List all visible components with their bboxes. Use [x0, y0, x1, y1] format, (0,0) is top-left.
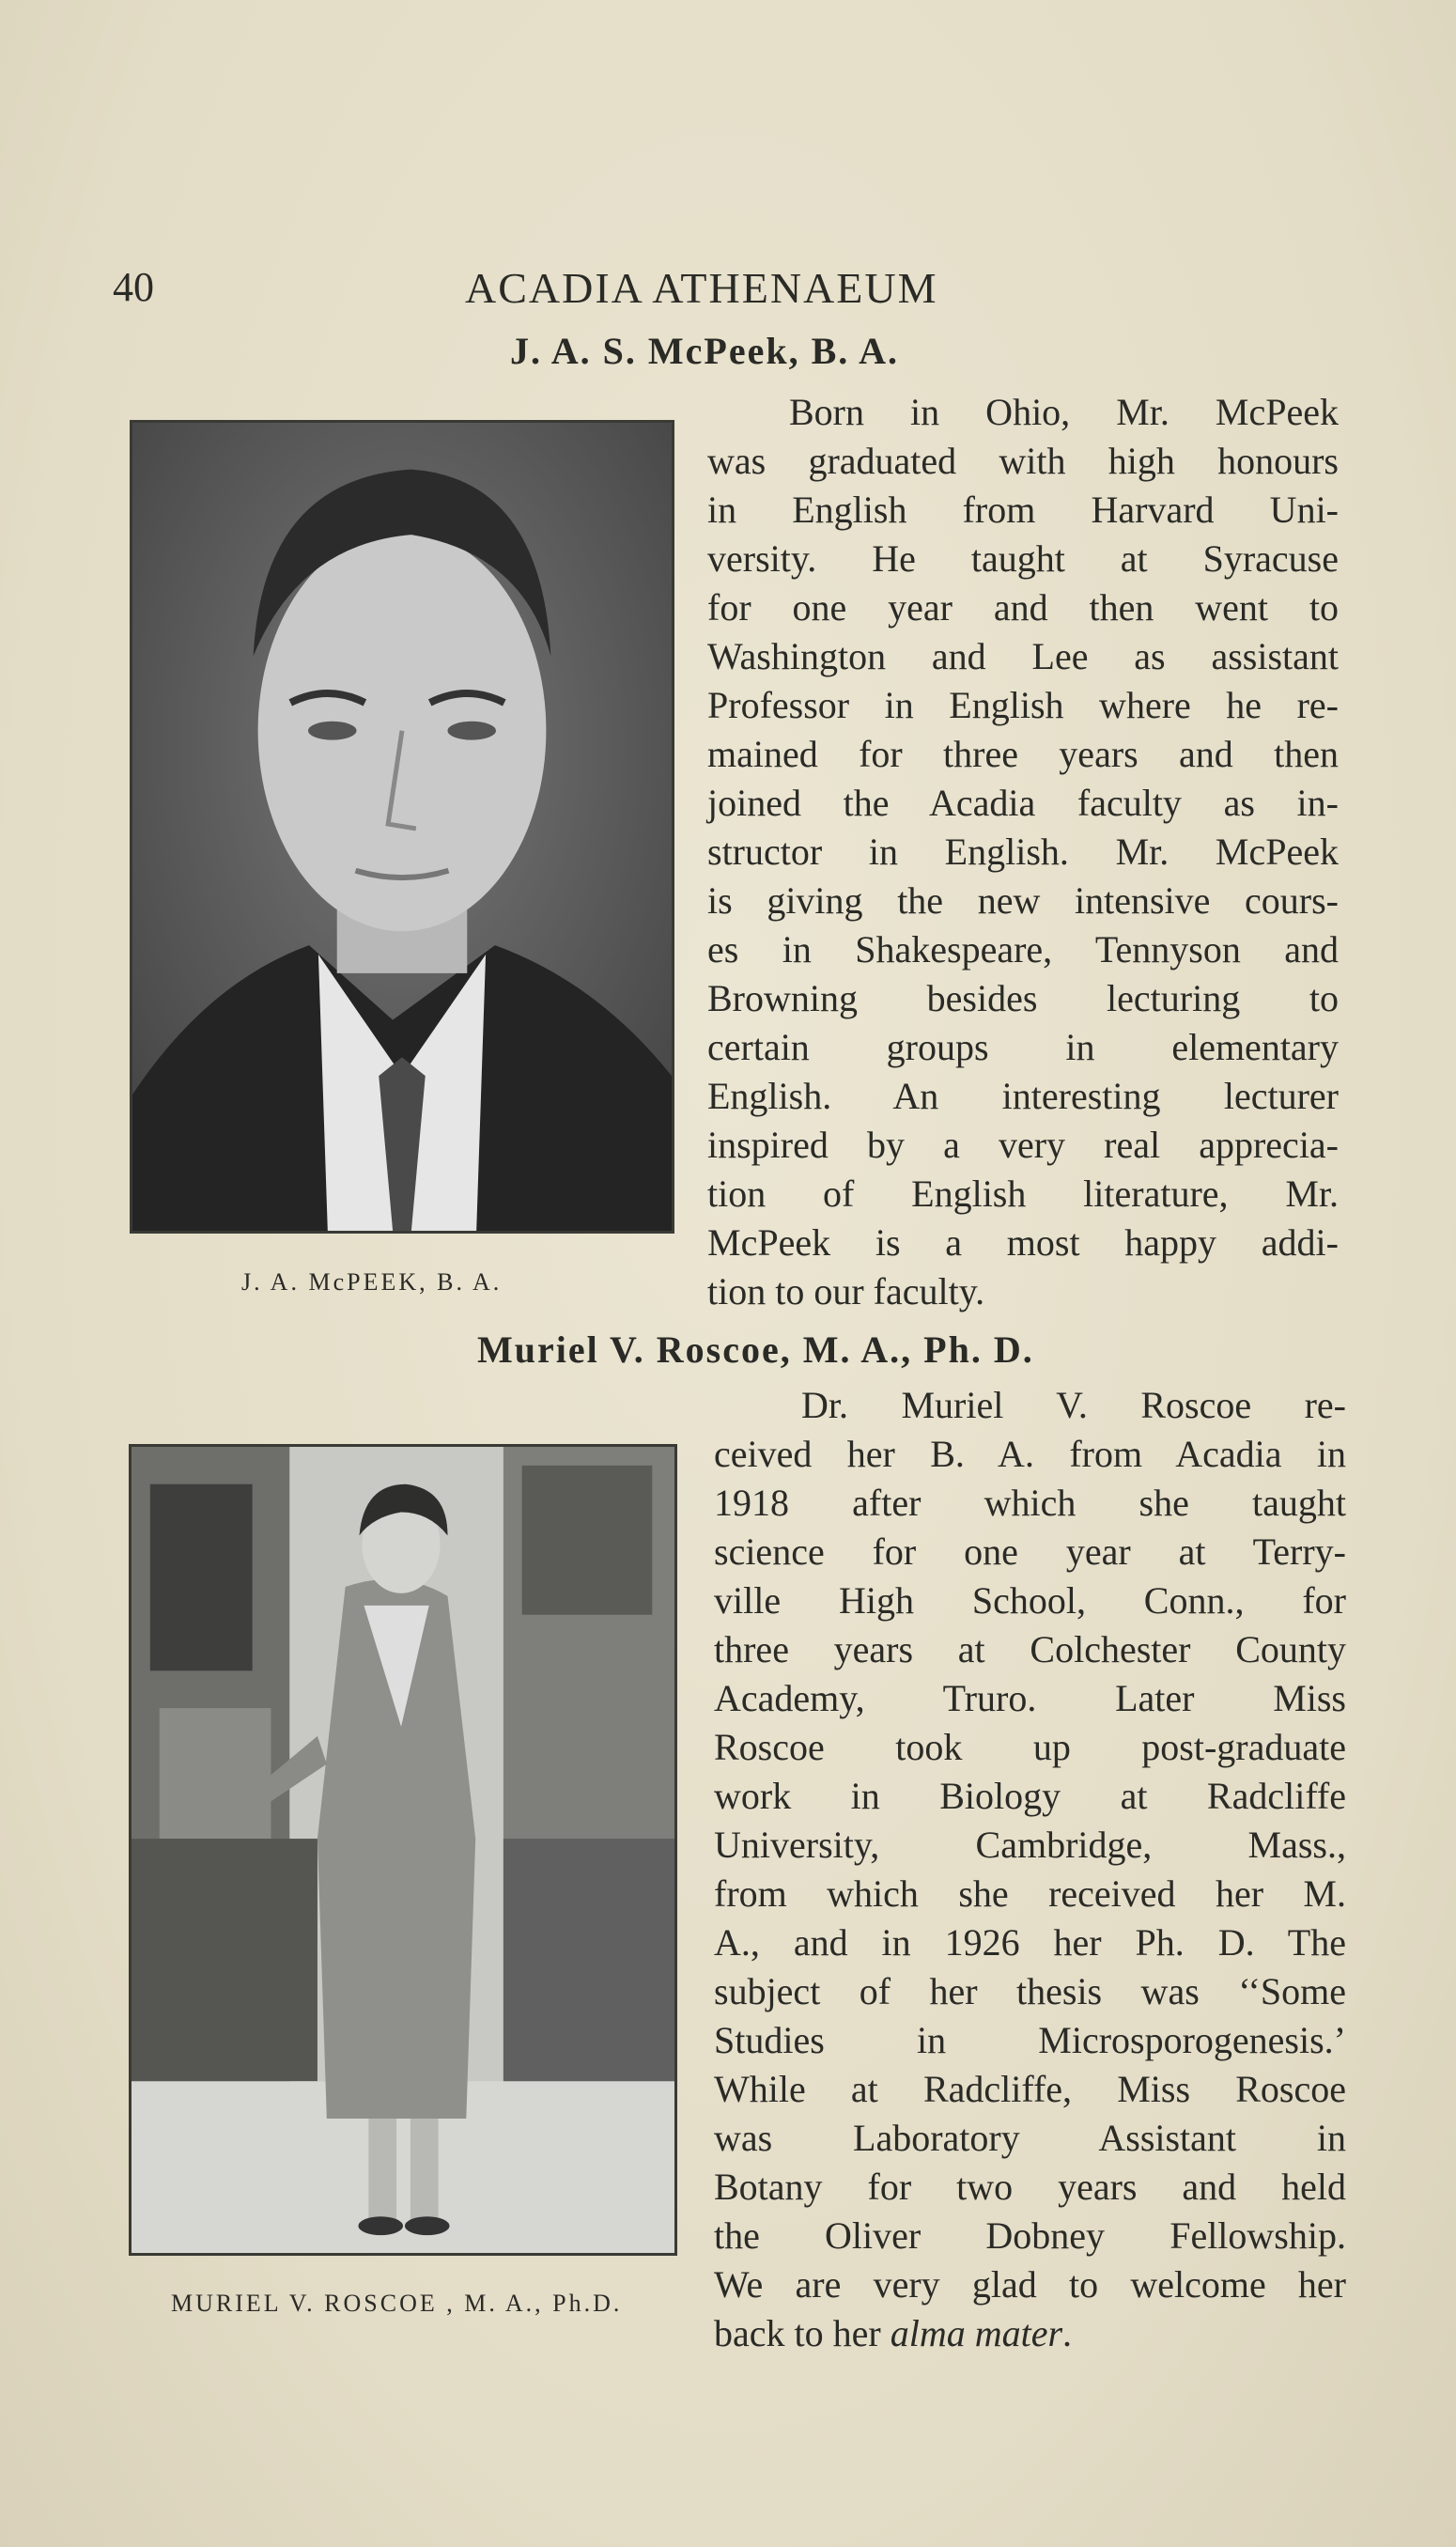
- photo-roscoe: [129, 1444, 677, 2256]
- body-line: certain groups in elementary: [707, 1026, 1339, 1068]
- body-line: We are very glad to welcome her: [714, 2263, 1346, 2306]
- body-line: is giving the new intensive cours-: [707, 879, 1339, 922]
- body-line: Washington and Lee as assistant: [707, 635, 1339, 677]
- body-line: Studies in Microsporogenesis.’: [714, 2019, 1346, 2061]
- body-line: McPeek is a most happy addi-: [707, 1221, 1339, 1264]
- page-number: 40: [113, 264, 154, 310]
- body-line: mained for three years and then: [707, 733, 1339, 775]
- body-line: the Oliver Dobney Fellowship.: [714, 2214, 1346, 2257]
- body-line: was Laboratory Assistant in: [714, 2117, 1346, 2159]
- body-line: tion of English literature, Mr.: [707, 1173, 1339, 1215]
- body-line: in English from Harvard Uni-: [707, 489, 1339, 531]
- body-line-final-text: back to her: [714, 2312, 891, 2354]
- running-head: ACADIA ATHENAEUM: [465, 264, 938, 312]
- body-line: for one year and then went to: [707, 586, 1339, 629]
- article-title-mcpeek: J. A. S. McPeek, B. A.: [510, 330, 899, 372]
- body-line: Roscoe took up post-graduate: [714, 1726, 1346, 1768]
- body-line: ceived her B. A. from Acadia in: [714, 1433, 1346, 1475]
- body-line: While at Radcliffe, Miss Roscoe: [714, 2068, 1346, 2110]
- body-line: Browning besides lecturing to: [707, 977, 1339, 1019]
- body-line: tion to our faculty.: [707, 1270, 985, 1312]
- body-line-final: [714, 2309, 1346, 2358]
- body-line: versity. He taught at Syracuse: [707, 537, 1339, 580]
- body-line: es in Shakespeare, Tennyson and: [707, 928, 1339, 971]
- body-line: Born in Ohio, Mr. McPeek: [789, 391, 1339, 433]
- body-line: University, Cambridge, Mass.,: [714, 1824, 1346, 1866]
- body-line: joined the Acadia faculty as in-: [707, 782, 1339, 824]
- body-line: 1918 after which she taught: [714, 1482, 1346, 1524]
- body-line: was graduated with high honours: [707, 440, 1339, 482]
- body-line: subject of her thesis was ‘‘Some: [714, 1970, 1346, 2012]
- photo-mcpeek: [130, 420, 674, 1234]
- body-line: A., and in 1926 her Ph. D. The: [714, 1921, 1346, 1964]
- body-line: English. An interesting lecturer: [707, 1075, 1339, 1117]
- photo-caption-roscoe: MURIEL V. ROSCOE , M. A., Ph.D.: [171, 2290, 623, 2317]
- body-line: science for one year at Terry-: [714, 1530, 1346, 1573]
- body-line: ville High School, Conn., for: [714, 1579, 1346, 1622]
- article-title-roscoe: Muriel V. Roscoe, M. A., Ph. D.: [477, 1328, 1034, 1371]
- body-line-final-punctuation: .: [1062, 2312, 1073, 2354]
- body-line: three years at Colchester County: [714, 1628, 1346, 1670]
- italic-phrase: alma mater: [890, 2312, 1063, 2354]
- body-line: work in Biology at Radcliffe: [714, 1775, 1346, 1817]
- body-line: Dr. Muriel V. Roscoe re-: [801, 1384, 1346, 1426]
- body-line: Professor in English where he re-: [707, 684, 1339, 726]
- body-line: inspired by a very real apprecia-: [707, 1124, 1339, 1166]
- body-line: structor in English. Mr. McPeek: [707, 831, 1339, 873]
- body-line: Botany for two years and held: [714, 2166, 1346, 2208]
- body-line: from which she received her M.: [714, 1872, 1346, 1915]
- body-line: Academy, Truro. Later Miss: [714, 1677, 1346, 1719]
- photo-caption-mcpeek: J. A. McPEEK, B. A.: [241, 1268, 503, 1296]
